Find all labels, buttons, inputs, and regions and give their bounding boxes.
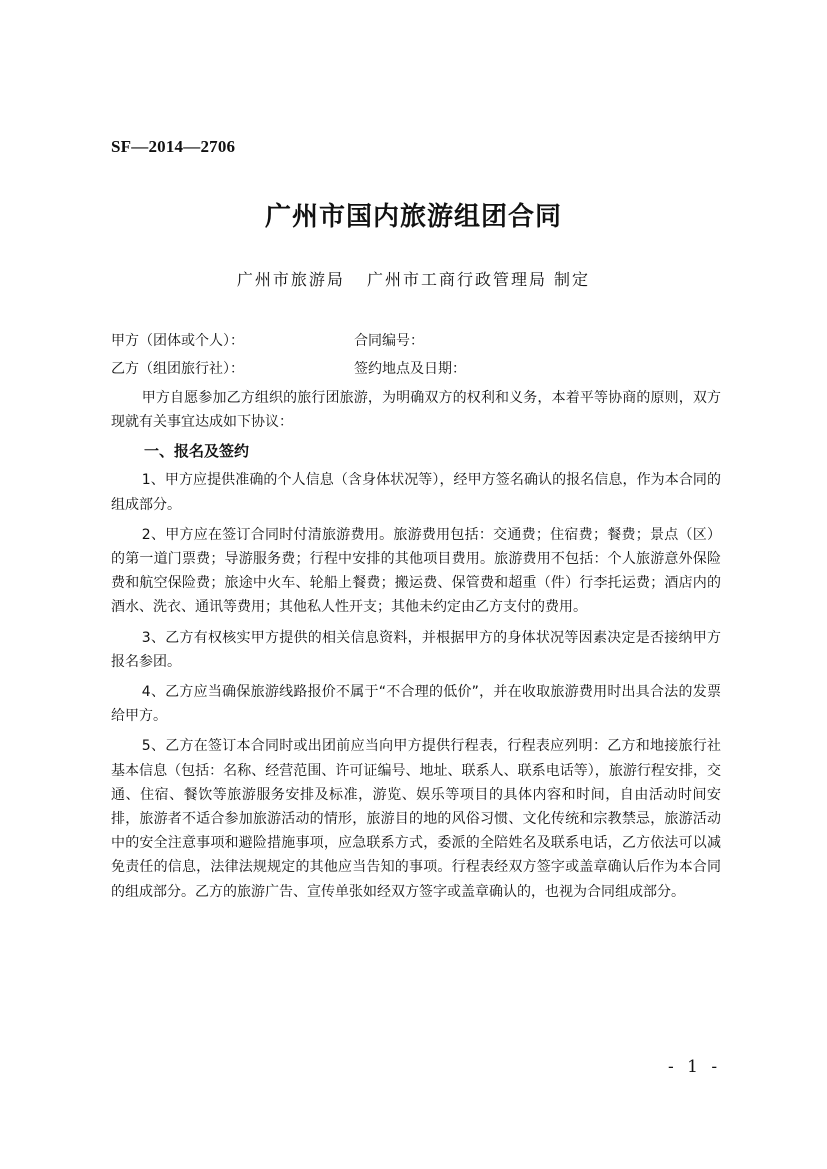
party-a-label: 甲方（团体或个人）： [111,333,244,349]
issuer-suffix: 制定 [554,270,591,289]
clause-3: 3、乙方有权核实甲方提供的相关信息资料，并根据甲方的身体状况等因素决定是否接纳甲方报名参团。 [111,629,721,670]
section-heading-registration: 一、报名及签约 [144,442,250,461]
party-row-a [111,330,721,354]
party-row-b [111,358,721,382]
clause-1: 1、甲方应提供准确的个人信息（含身体状况等），经甲方签名确认的报名信息，作为本合同的组成部分。 [111,472,721,513]
contract-number-label: 合同编号： [354,333,424,349]
clause-4: 4、乙方应当确保旅游线路报价不属于“不合理的低价”，并在收取旅游费用时出具合法的发票给甲方。 [111,684,721,725]
sign-place-date-label: 签约地点及日期： [354,361,466,377]
issuer-commerce-bureau: 广州市工商行政管理局 [366,270,547,289]
issuing-authorities [0,267,827,290]
contract-body [111,386,721,910]
document-title: 广州市国内旅游组团合同 [264,202,562,232]
clause-2: 2、甲方应在签订合同时付清旅游费用。旅游费用包括：交通费；住宿费；餐费；景点（区）的第一道门票费；导游服务费；行程中安排的其他项目费用。旅游费用不包括：个人旅游意外保险费和航空保险费；旅途中火车、轮船上餐费；搬运费、保管费和超重（件）行李托运费；酒店内的酒水、洗衣、通讯等费用；其他私人性开支；其他未约定由乙方支付的费用。 [111,526,721,616]
issuer-tourism-bureau: 广州市旅游局 [236,270,345,289]
party-b-label: 乙方（组团旅行社）： [111,361,244,377]
intro-paragraph: 甲方自愿参加乙方组织的旅行团旅游，为明确双方的权利和义务，本着平等协商的原则，双方现就有关事宜达成如下协议： [111,390,721,431]
clause-5: 5、乙方在签订本合同时或出团前应当向甲方提供行程表，行程表应列明：乙方和地接旅行社基本信息（包括：名称、经营范围、许可证编号、地址、联系人、联系电话等），旅游行程安排，交通、住宿、餐饮等旅游服务安排及标准，游览、娱乐等项目的具体内容和时间，自由活动时间安排，旅游者不适合参加旅游活动的情形，旅游目的地的风俗习惯、文化传统和宗教禁忌，旅游活动中的安全注意事项和避险措施事项，应急联系方式，委派的全陪姓名及联系电话，乙方依法可以减免责任的信息，法律法规规定的其他应当告知的事项。行程表经双方签字或盖章确认后作为本合同的组成部分。乙方的旅游广告、宣传单张如经双方签字或盖章确认的，也视为合同组成部分。 [111,738,721,900]
page-number: - 1 - [668,1057,722,1077]
document-code: SF—2014—2706 [111,137,236,156]
